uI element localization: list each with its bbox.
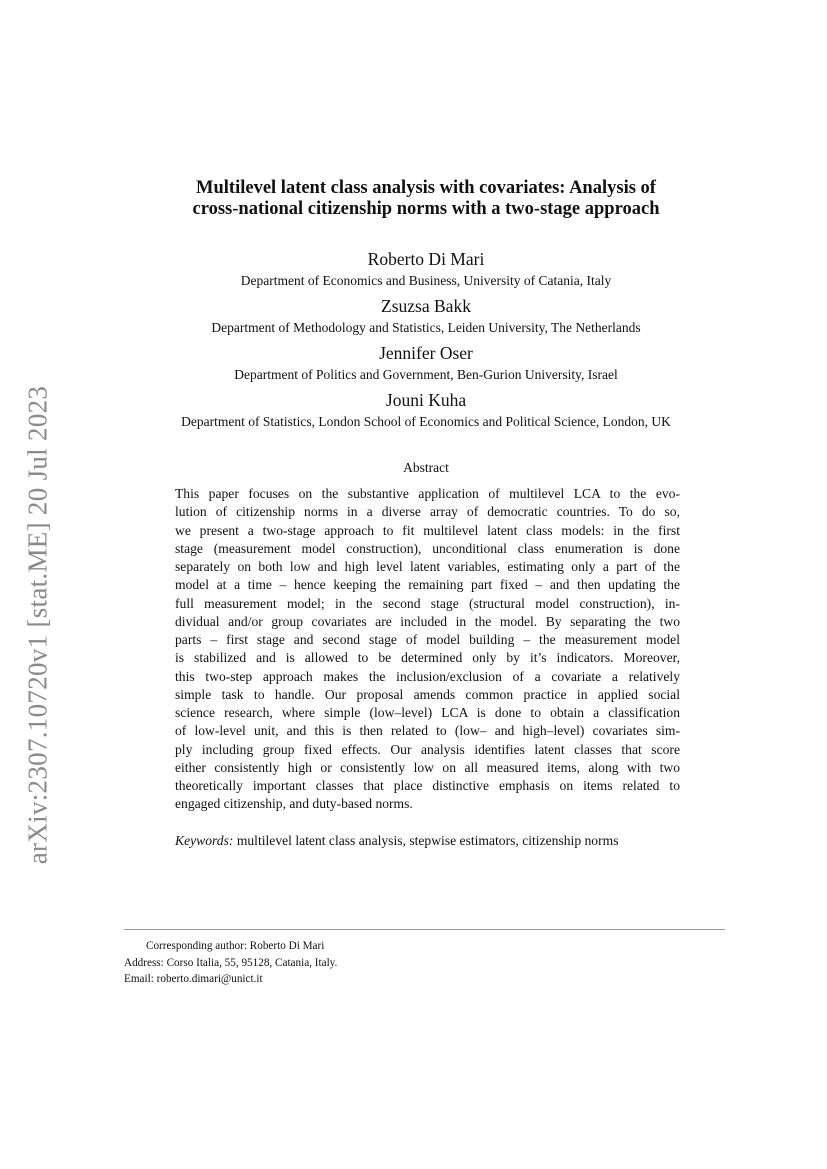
abstract-line: engaged citizenship, and duty-based norms. xyxy=(175,796,413,812)
abstract-heading: Abstract xyxy=(403,460,449,475)
footnote-email: Email: roberto.dimari@unict.it xyxy=(124,973,263,985)
abstract-line: stage (measurement model construction), unconditional class enumeration is done xyxy=(175,540,680,556)
abstract-line: full measurement model; in the second stage (structural model construction), in- xyxy=(175,595,680,611)
keywords-text: multilevel latent class analysis, stepwise estimators, citizenship norms xyxy=(236,833,619,848)
abstract-line: science research, where simple (low–level) LCA is done to obtain a classification xyxy=(175,705,680,720)
keywords-label: Keywords: xyxy=(175,833,234,848)
footnote-corresponding-author: Corresponding author: Roberto Di Mari xyxy=(146,940,325,952)
author-affiliation: Department of Statistics, London School of Economics and Political Science, London, UK xyxy=(181,414,671,429)
footnote-divider xyxy=(124,929,725,930)
author-name: Roberto Di Mari xyxy=(367,249,485,269)
abstract-line: simple task to handle. Our proposal amends common practice in applied social xyxy=(175,686,680,702)
author-affiliation: Department of Politics and Government, Ben-Gurion University, Israel xyxy=(234,367,618,382)
author-block-4 xyxy=(100,390,752,430)
abstract-line: parts – first stage and second stage of model building – the measurement model xyxy=(175,632,680,647)
author-name: Jennifer Oser xyxy=(379,343,473,363)
keywords xyxy=(175,833,695,849)
abstract-line: separately on both low and high level latent variables, estimating only a part of the xyxy=(175,559,680,574)
abstract-line: This paper focuses on the substantive application of multilevel LCA to the evo- xyxy=(175,486,680,501)
author-block-3 xyxy=(100,343,752,383)
abstract-line: this two-step approach makes the inclusion/exclusion of a covariate a relatively xyxy=(175,668,680,684)
abstract-line: either consistently high or consistently low on all measured items, along with two xyxy=(175,759,680,775)
paper-title-line-2: cross-national citizenship norms with a two-stage approach xyxy=(192,199,660,219)
abstract-line: lution of citizenship norms in a diverse array of democratic countries. To do so, xyxy=(175,504,680,520)
footnote xyxy=(124,938,337,988)
author-name: Zsuzsa Bakk xyxy=(381,296,471,316)
paper-title-line-1: Multilevel latent class analysis with covariates: Analysis of xyxy=(196,178,656,198)
paper-title xyxy=(150,178,702,220)
arxiv-identifier-stamp: arXiv:2307.10720v1 [stat.ME] 20 Jul 2023 xyxy=(22,385,53,865)
abstract-line: of low-level unit, and this is then related to (low– and high–level) covariates sim- xyxy=(175,723,680,739)
abstract-body xyxy=(175,485,680,814)
abstract-line: dividual and/or group covariates are included in the model. By separating the two xyxy=(175,613,680,629)
author-affiliation: Department of Methodology and Statistics, Leiden University, The Netherlands xyxy=(211,320,641,335)
abstract-line: is stabilized and is allowed to be determined only by it’s indicators. Moreover, xyxy=(175,650,680,666)
abstract-line: theoretically important classes that place distinctive emphasis on items related to xyxy=(175,778,680,793)
abstract-line: we present a two-stage approach to fit multilevel latent class models: in the first xyxy=(175,522,680,538)
footnote-address: Address: Corso Italia, 55, 95128, Catania, Italy. xyxy=(124,956,338,969)
author-affiliation: Department of Economics and Business, University of Catania, Italy xyxy=(240,273,612,288)
author-block-1 xyxy=(100,249,752,289)
abstract-line: ply including group fixed effects. Our analysis identifies latent classes that score xyxy=(175,741,680,757)
abstract-line: model at a time – hence keeping the remaining part fixed – and then updating the xyxy=(175,577,680,593)
author-block-2 xyxy=(100,296,752,336)
author-name: Jouni Kuha xyxy=(385,390,467,410)
